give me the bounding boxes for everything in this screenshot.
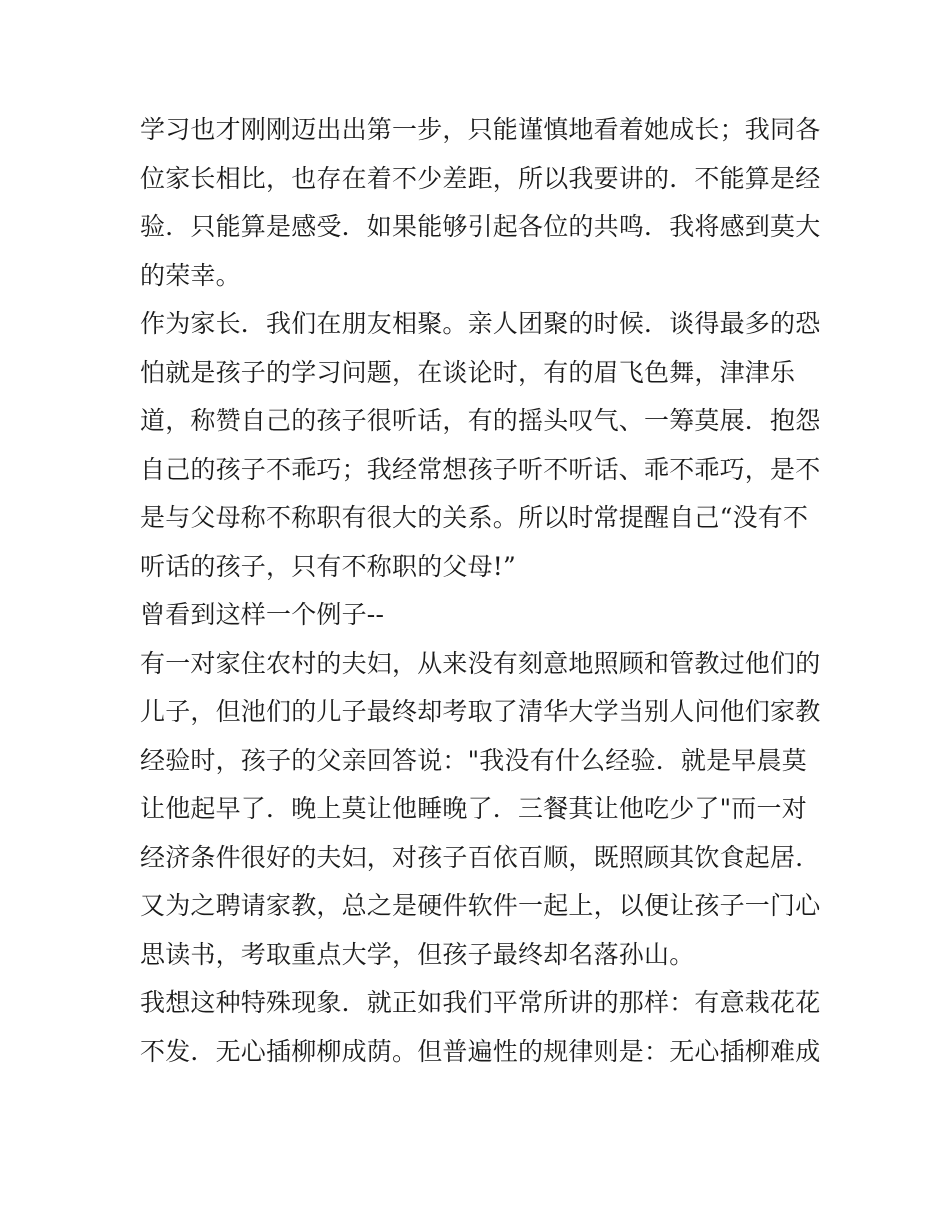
text-line: 自己的孩子不乖巧；我经常想孩子听不听话、乖不乖巧，是不 [140, 454, 821, 484]
text-line: 学习也才刚刚迈出出第一步，只能谨慎地看着她成长；我同各 [140, 115, 821, 144]
text-line: 让他起早了．晚上莫让他睡晚了．三餐萁让他吃少了"而一对 [140, 794, 807, 823]
text-line: 是与父母称不称职有很大的关系。所以时常提醒自己“没有不 [140, 503, 809, 532]
text-line: 儿子，但池们的儿子最终却考取了清华大学当别人问他们家教 [140, 697, 821, 726]
document-body [140, 106, 821, 1076]
text-line: 思读书，考取重点大学，但孩子最终却名落孙山。 [140, 939, 695, 969]
text-line: 经验时，孩子的父亲回答说："我没有什么经验．就是早晨莫 [140, 745, 807, 775]
text-line: 有一对家住农村的夫妇，从来没有刻意地照顾和管教过他们的 [140, 648, 821, 678]
text-line: 不发．无心插柳柳成荫。但普遍性的规律则是：无心插柳难成 [140, 1036, 821, 1066]
text-line: 我想这种特殊现象．就正如我们平常所讲的那样：有意栽花花 [140, 988, 821, 1017]
text-line: 听话的孩子，只有不称职的父母!” [140, 551, 517, 581]
text-line: 位家长相比，也存在着不少差距，所以我要讲的．不能算是经 [140, 163, 821, 193]
text-line: 又为之聘请家教，总之是硬件软件一起上，以便让孩子一门心 [140, 891, 821, 920]
text-line: 道，称赞自己的孩子很听话，有的摇头叹气、一筹莫展．抱怨 [140, 406, 821, 435]
text-line: 曾看到这样一个例子-- [140, 600, 385, 629]
text-line: 验．只能算是感受．如果能够引起各位的共鸣．我将感到莫大 [140, 212, 821, 241]
text-line: 经济条件很好的夫妇，对孩子百依百顺，既照顾其饮食起居． [140, 842, 821, 872]
text-line: 的荣幸。 [140, 260, 241, 290]
text-line: 怕就是孩子的学习问题，在谈论时，有的眉飞色舞，津津乐 [140, 357, 796, 387]
text-line: 作为家长．我们在朋友相聚。亲人团聚的时候．谈得最多的恐 [140, 309, 821, 338]
